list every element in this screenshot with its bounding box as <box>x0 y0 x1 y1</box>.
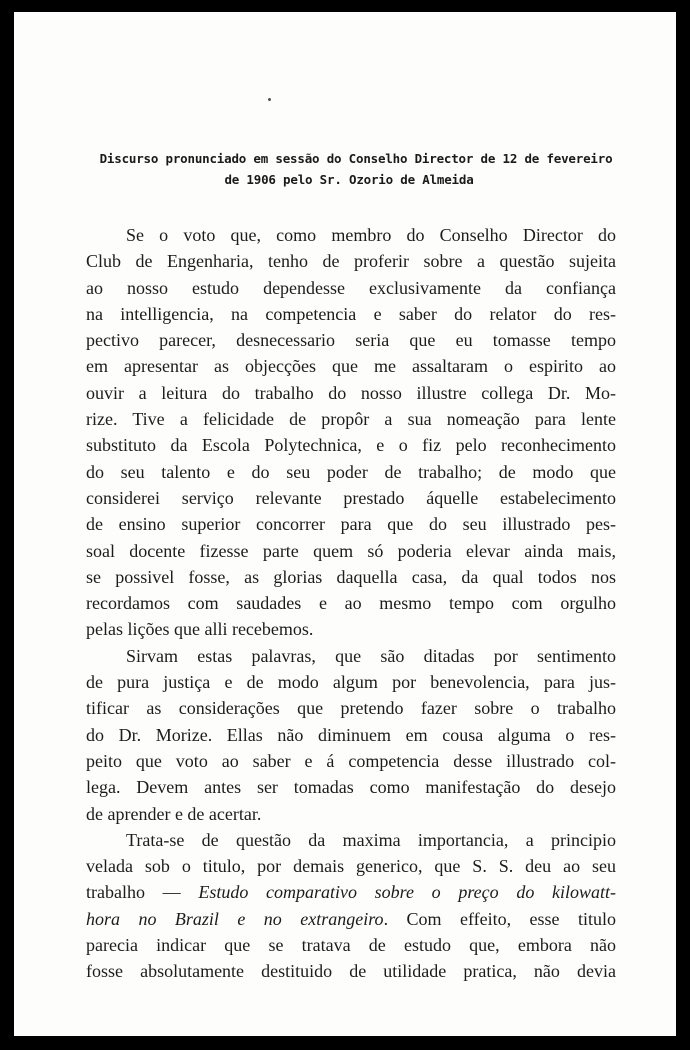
paragraph-1-line: na intelligencia, na competencia e saber do relator do res- <box>86 303 616 324</box>
paragraph-1-line: substituto da Escola Polytechnica, e o fiz pelo reconhecimento <box>86 435 616 456</box>
title-tail-text: . Com effeito, esse titulo <box>383 908 616 929</box>
paragraph-1-line: pectivo parecer, desnecessario seria que eu tomasse tempo <box>86 330 616 351</box>
paragraph-1-line: pelas lições que alli recebemos. <box>86 619 314 640</box>
paragraph-3-title-line <box>86 906 616 932</box>
paragraph-1-line: ao nosso estudo dependesse exclusivamente da confiança <box>86 277 616 298</box>
ink-speck <box>268 98 271 101</box>
speech-body <box>86 222 616 985</box>
paragraph-1-line: ouvir a leitura do trabalho do nosso illustre collega Dr. Mo- <box>86 382 616 403</box>
paragraph-1-line: soal docente fizesse parte quem só poderia elevar ainda mais, <box>86 540 616 561</box>
paragraph-1-line: Se o voto que, como membro do Conselho Director do <box>126 225 616 245</box>
heading-line-1: Discurso pronunciado em sessão do Conselho Director de 12 de fevereiro <box>99 151 613 166</box>
paragraph-3-line: parecia indicar que se tratava de estudo que, embora não <box>86 935 616 956</box>
paragraph-3-line: Trata-se de questão da maxima importancia, a principio <box>126 829 616 850</box>
paragraph-2-line: de aprender e de acertar. <box>86 803 262 824</box>
paragraph-1-line: Club de Engenharia, tenho de proferir sobre a questão sujeita <box>86 251 616 272</box>
paragraph-1-line: recordamos com saudades e ao mesmo tempo com orgulho <box>86 593 616 614</box>
paragraph-3-title-line <box>86 879 616 905</box>
study-title-italic: hora no Brazil e no extrangeiro <box>86 908 384 929</box>
paragraph-2-line: Sirvam estas palavras, que são ditadas por sentimento <box>126 645 616 666</box>
paragraph-2-line: de pura justiça e de modo algum por benevolencia, para jus- <box>86 672 616 693</box>
paragraph-1-line: do seu talento e do seu poder de trabalho; de modo que <box>86 461 616 482</box>
heading-line-2: de 1906 pelo Sr. Ozorio de Almeida <box>224 172 474 187</box>
paragraph-2-line: lega. Devem antes ser tomadas como manifestação do desejo <box>86 777 616 798</box>
title-lead-text: trabalho — <box>86 882 199 903</box>
study-title-italic: Estudo comparativo sobre o preço do kilowatt- <box>198 882 616 903</box>
paragraph-1-line: em apresentar as objecções que me assaltaram o espirito ao <box>86 356 616 377</box>
document-page <box>14 12 676 1036</box>
paragraph-1-line: considerei serviço relevante prestado áquelle estabelecimento <box>86 487 616 508</box>
paragraph-1-line: de ensino superior concorrer para que do seu illustrado pes- <box>86 514 616 535</box>
speech-heading <box>14 148 676 190</box>
paragraph-1-line: rize. Tive a felicidade de propôr a sua nomeação para lente <box>86 409 616 430</box>
paragraph-3-line: velada sob o titulo, por demais generico, que S. S. deu ao seu <box>86 856 616 877</box>
paragraph-2-line: do Dr. Morize. Ellas não diminuem em cousa alguma o res- <box>86 724 616 745</box>
paragraph-3-line: fosse absolutamente destituido de utilidade pratica, não devia <box>86 961 616 982</box>
paragraph-1-line: se possivel fosse, as glorias daquella casa, da qual todos nos <box>86 566 616 587</box>
paragraph-2-line: peito que voto ao saber e á competencia desse illustrado col- <box>86 750 616 771</box>
paragraph-2-line: tificar as considerações que pretendo fazer sobre o trabalho <box>86 698 616 719</box>
